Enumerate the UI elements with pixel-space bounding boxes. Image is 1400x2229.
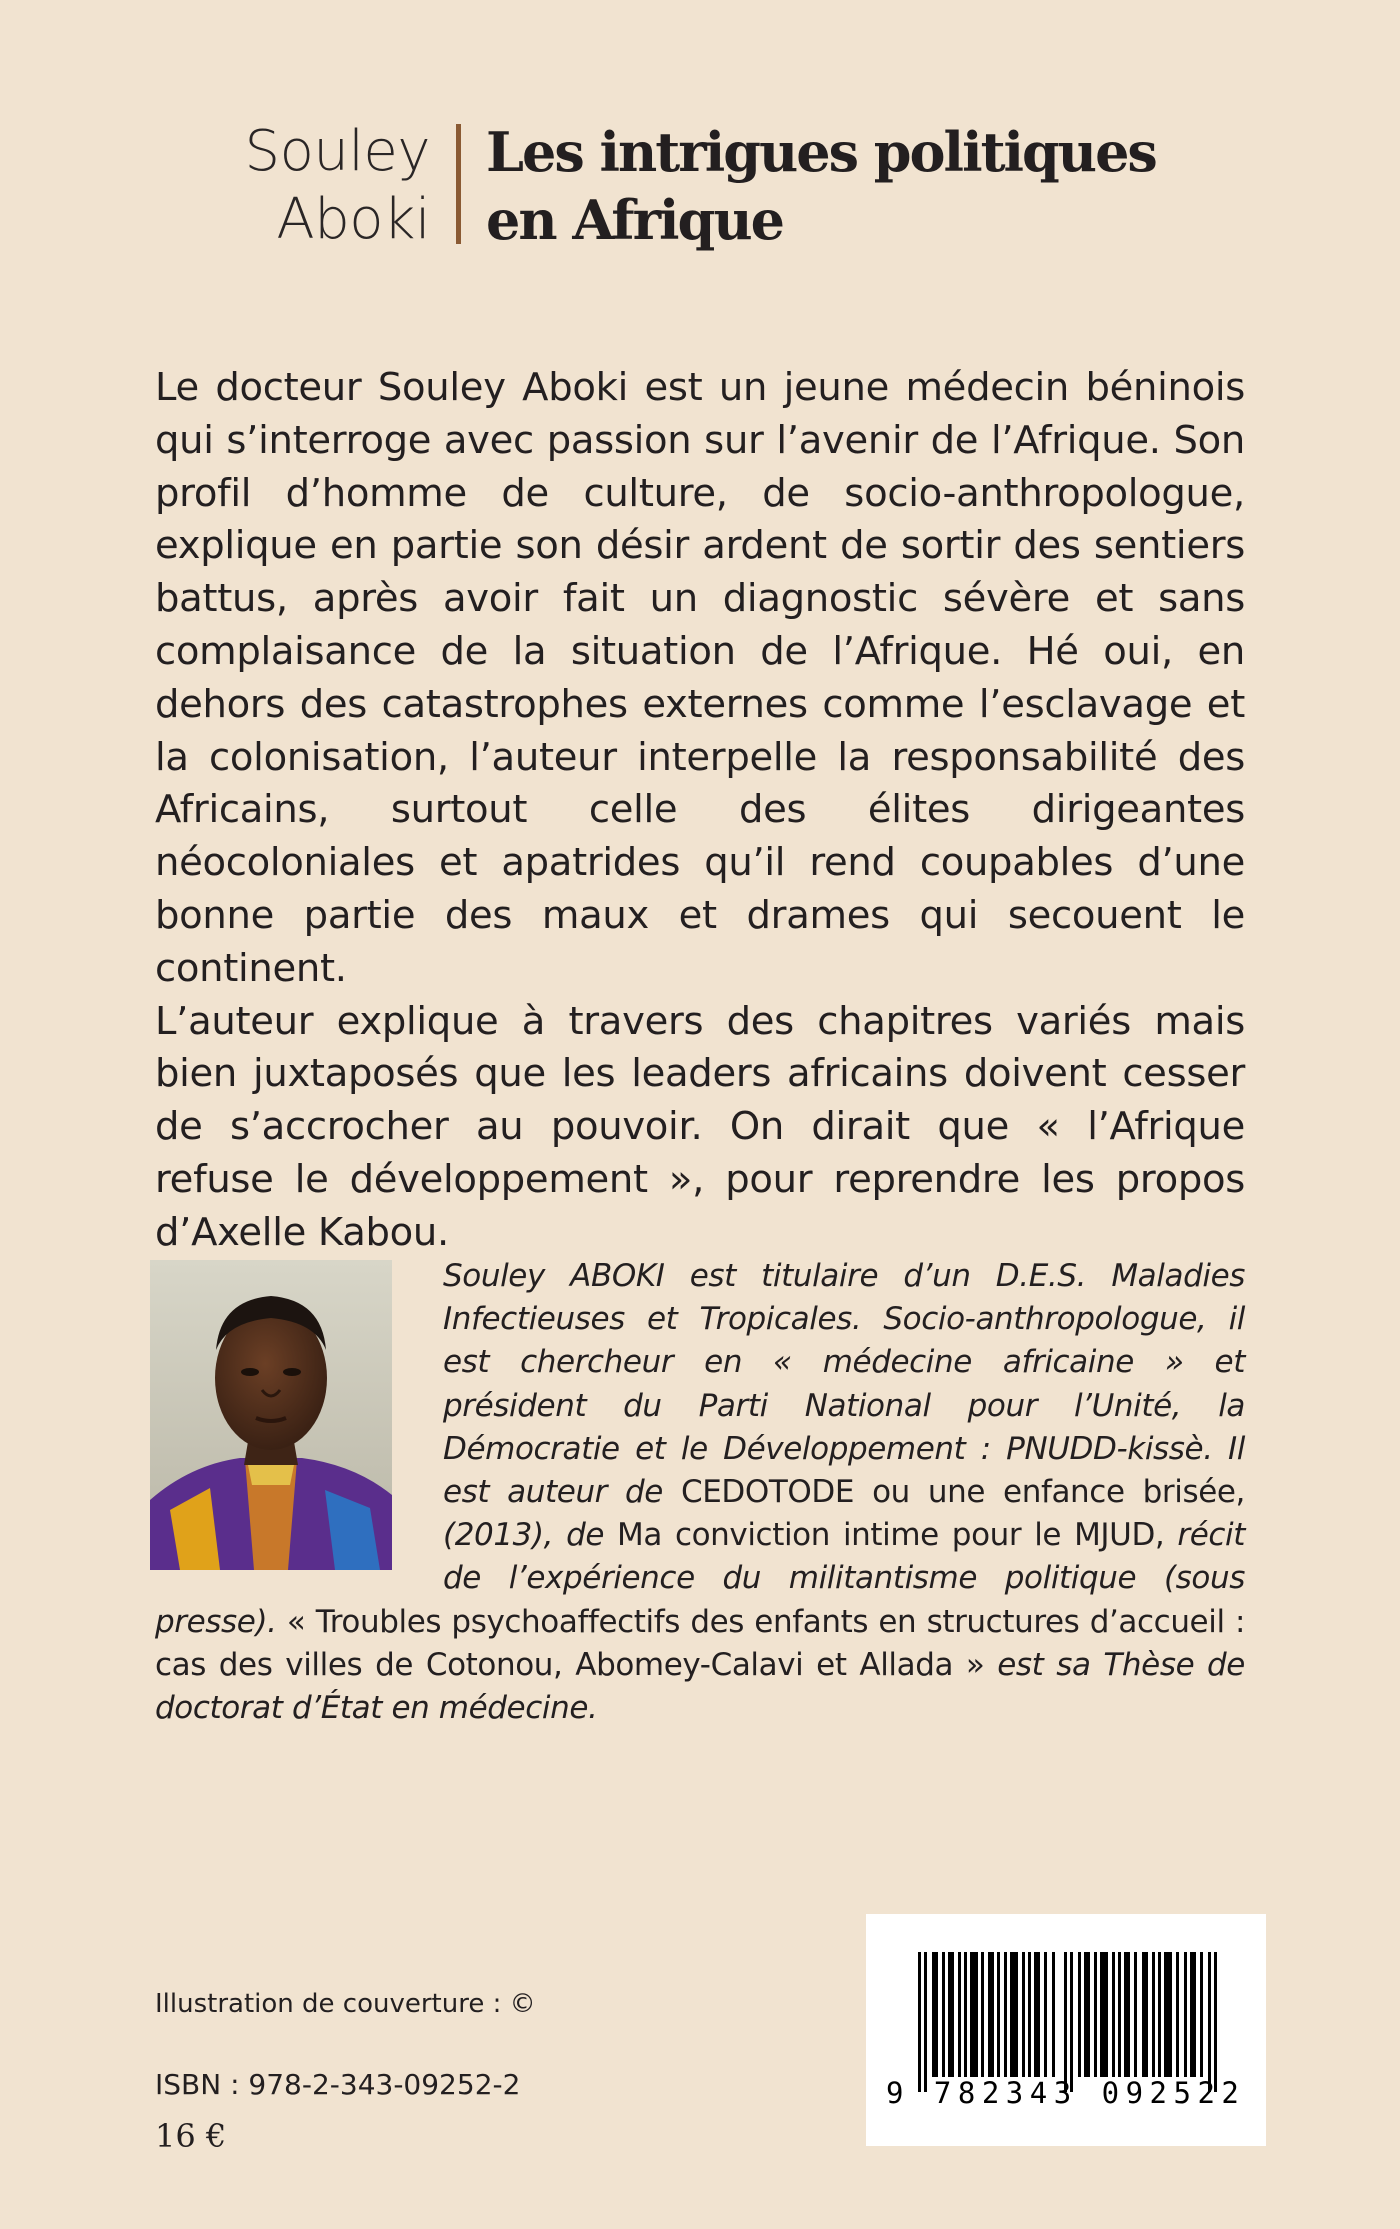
barcode-bars	[866, 1914, 1266, 2146]
book-title	[486, 118, 1156, 254]
book-summary	[155, 362, 1245, 1260]
author-first-name: Souley	[244, 119, 430, 184]
cover-illustration-credit: Illustration de couverture : ©	[155, 1989, 536, 2019]
book-title-line-1: Les intrigues politiques	[486, 120, 1156, 184]
author-last-name: Aboki	[276, 187, 430, 252]
book-price: 16 €	[155, 2117, 227, 2155]
header-divider	[456, 124, 461, 244]
summary-paragraph-2: L’auteur explique à travers des chapitres variés mais bien juxtaposés que les leaders africains doivent cesser de s’accrocher au pouvoir. On dirait que « l’Afrique refuse le développement », pour reprendre les propos d’Axelle Kabou.	[155, 998, 1245, 1255]
photo-spacer	[155, 1255, 443, 1580]
bio-work-2: Ma conviction intime pour le MJUD,	[617, 1517, 1165, 1554]
author-biography	[155, 1255, 1245, 1730]
barcode	[866, 1914, 1266, 2146]
bio-text-4: est sa Thèse de doctorat d’État en médecine.	[155, 1646, 1245, 1727]
book-title-line-2: en Afrique	[486, 188, 783, 252]
author-name	[245, 118, 430, 254]
isbn-number: ISBN : 978-2-343-09252-2	[155, 2068, 521, 2101]
summary-paragraph-1: Le docteur Souley Aboki est un jeune médecin béninois qui s’interroge avec passion sur l’avenir de l’Afrique. Son profil d’homme de culture, de socio-anthropologue, explique en partie son désir ardent de sortir des sentiers battus, après avoir fait un diagnostic sévère et sans complaisance de la situation de l’Afrique. Hé oui, en dehors des catastrophes externes comme l’esclavage et la colonisation, l’auteur interpelle la responsabilité des Africains, surtout celle des élites dirigeantes néocoloniales et apatrides qu’il rend coupables d’une bonne partie des maux et drames qui secouent le continent.	[155, 365, 1245, 991]
bio-text-1: Souley ABOKI est titulaire d’un D.E.S. Maladies Infectieuses et Tropicales. Socio-anthropologue, il est chercheur en « médecine africaine » et président du Parti National pour l’Unité, la Démocratie et le Développement : PNUDD-kissè. Il est auteur de	[443, 1258, 1245, 1511]
cover-header	[0, 118, 1400, 258]
barcode-digits: 9 782343 092522	[886, 2076, 1246, 2110]
bio-thesis-title: « Troubles psychoaffectifs des enfants en structures d’accueil : cas des villes de Cotonou, Abomey-Calavi et Allada »	[155, 1603, 1245, 1683]
bio-work-1: CEDOTODE ou une enfance brisée,	[680, 1474, 1246, 1511]
bio-text-2: (2013), de	[443, 1517, 605, 1554]
bio-text-3: récit de l’expérience du militantisme politique (sous presse).	[155, 1517, 1245, 1640]
